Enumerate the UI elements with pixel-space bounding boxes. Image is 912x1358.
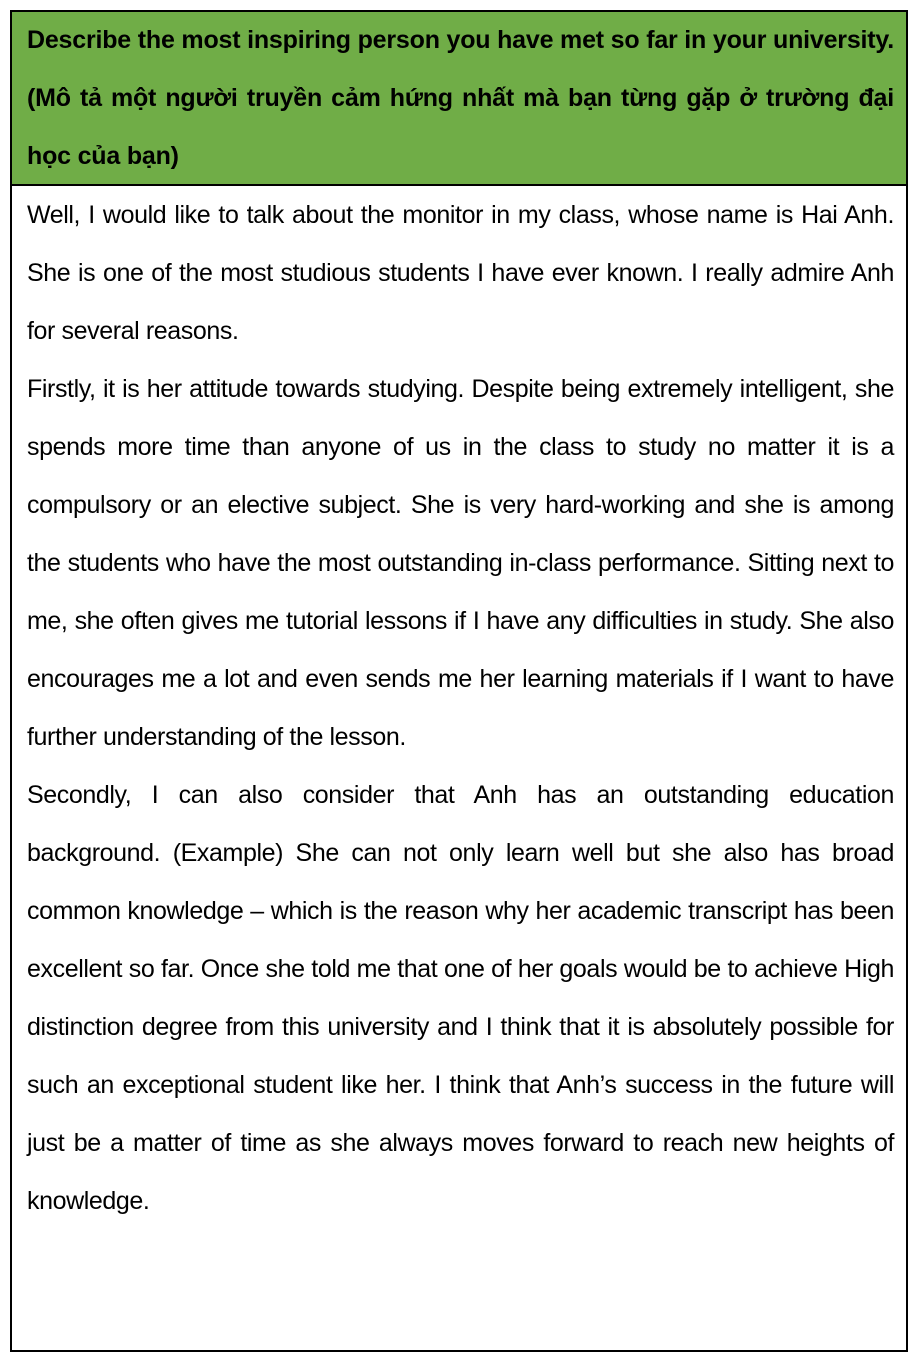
question-answer-table [10, 10, 908, 1352]
question-header-cell [12, 12, 906, 186]
answer-paragraph-second-reason: Secondly, I can also consider that Anh has an outstanding education background. (Example) She can not only learn well but she also has broad common knowledge – which is the reason why her academic transcript has been excellent so far. Once she told me that one of her goals would be to achieve High distinction degree from this university and I think that it is absolutely possible for such an exceptional student like her. I think that Anh’s success in the future will just be a matter of time as she always moves forward to reach new heights of knowledge. [27, 781, 894, 1215]
answer-paragraph-intro: Well, I would like to talk about the monitor in my class, whose name is Hai Anh. She is one of the most studious students I have ever known. I really admire Anh for several reasons. [27, 201, 894, 345]
question-title: Describe the most inspiring person you have met so far in your university. (Mô tả một người truyền cảm hứng nhất mà bạn từng gặp ở trường đại học của bạn) [27, 26, 894, 170]
answer-body-cell [12, 186, 906, 1350]
answer-paragraph-first-reason: Firstly, it is her attitude towards studying. Despite being extremely intelligent, she spends more time than anyone of us in the class to study no matter it is a compulsory or an elective subject. She is very hard-working and she is among the students who have the most outstanding in-class performance. Sitting next to me, she often gives me tutorial lessons if I have any difficulties in study. She also encourages me a lot and even sends me her learning materials if I want to have further understanding of the lesson. [27, 375, 894, 751]
